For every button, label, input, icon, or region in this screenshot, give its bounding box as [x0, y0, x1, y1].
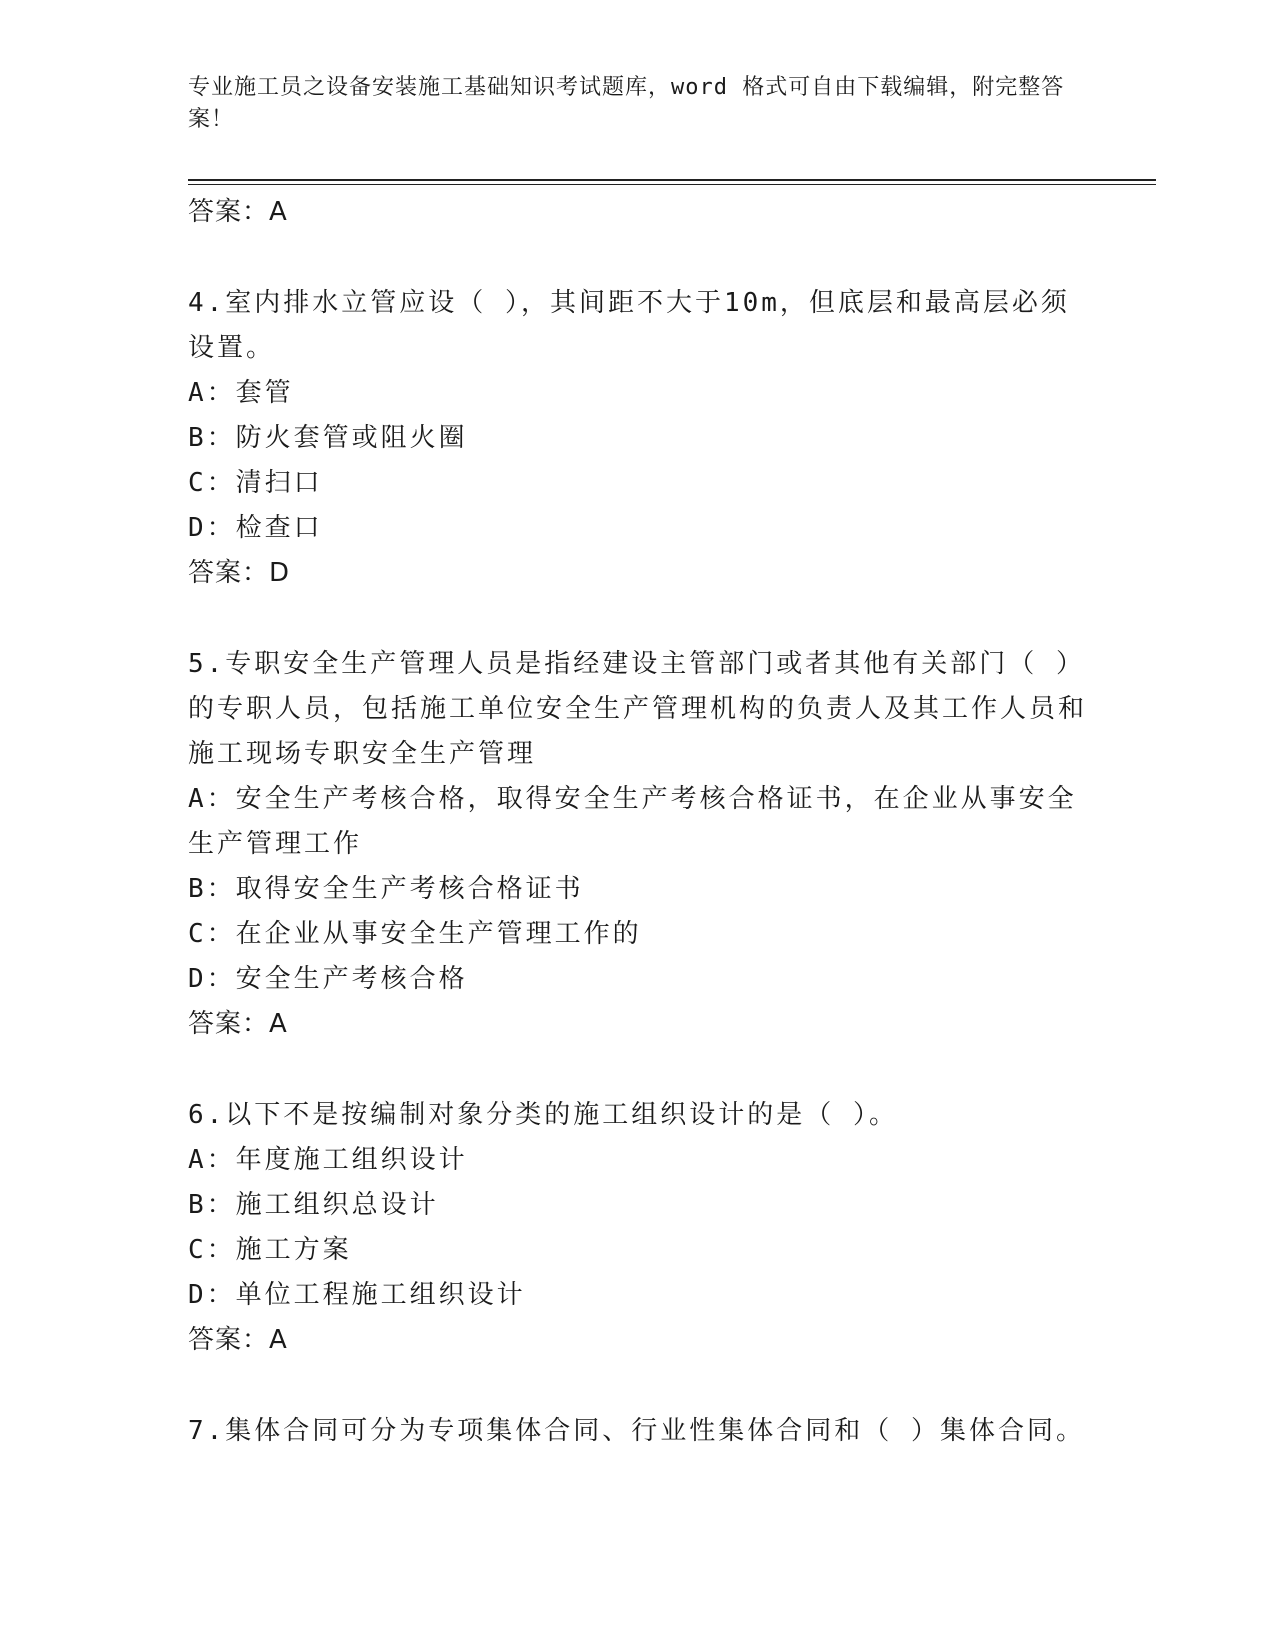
- header-rule-thick: [188, 179, 1156, 181]
- option-a: A：年度施工组织设计: [188, 1145, 468, 1175]
- answer-label: 答案：A: [188, 1009, 288, 1039]
- question-block-7: [188, 1409, 1088, 1454]
- option-b: B：取得安全生产考核合格证书: [188, 874, 584, 904]
- question-block-5: [188, 642, 1088, 1046]
- question-block-4: [188, 281, 1088, 595]
- option-b: B：施工组织总设计: [188, 1190, 439, 1220]
- question-block-6: [188, 1093, 1088, 1362]
- option-d: D：检查口: [188, 513, 323, 543]
- option-a: A：安全生产考核合格，取得安全生产考核合格证书，在企业从事安全生产管理工作: [188, 784, 1077, 859]
- answer-label: 答案：A: [188, 197, 288, 227]
- header-rule-thin: [188, 184, 1156, 185]
- option-b: B：防火套管或阻火圈: [188, 423, 468, 453]
- option-c: C：在企业从事安全生产管理工作的: [188, 919, 642, 949]
- question-text: 7.集体合同可分为专项集体合同、行业性集体合同和（ ）集体合同。: [188, 1416, 1085, 1446]
- answer-label: 答案：D: [188, 558, 291, 588]
- question-text: 6.以下不是按编制对象分类的施工组织设计的是（ ）。: [188, 1100, 898, 1130]
- question-list: [188, 190, 1088, 1454]
- question-text: 5.专职安全生产管理人员是指经建设主管部门或者其他有关部门（ ）的专职人员，包括施工单位安全生产管理机构的负责人及其工作人员和施工现场专职安全生产管理: [188, 649, 1088, 769]
- question-text: 4.室内排水立管应设（ ），其间距不大于10m，但底层和最高层必须设置。: [188, 288, 1070, 363]
- option-d: D：安全生产考核合格: [188, 964, 468, 994]
- page-header: 专业施工员之设备安装施工基础知识考试题库，word 格式可自由下载编辑，附完整答案！: [188, 75, 1065, 132]
- option-a: A：套管: [188, 378, 294, 408]
- option-d: D：单位工程施工组织设计: [188, 1280, 526, 1310]
- answer-label: 答案：A: [188, 1325, 288, 1355]
- option-c: C：施工方案: [188, 1235, 352, 1265]
- option-c: C：清扫口: [188, 468, 323, 498]
